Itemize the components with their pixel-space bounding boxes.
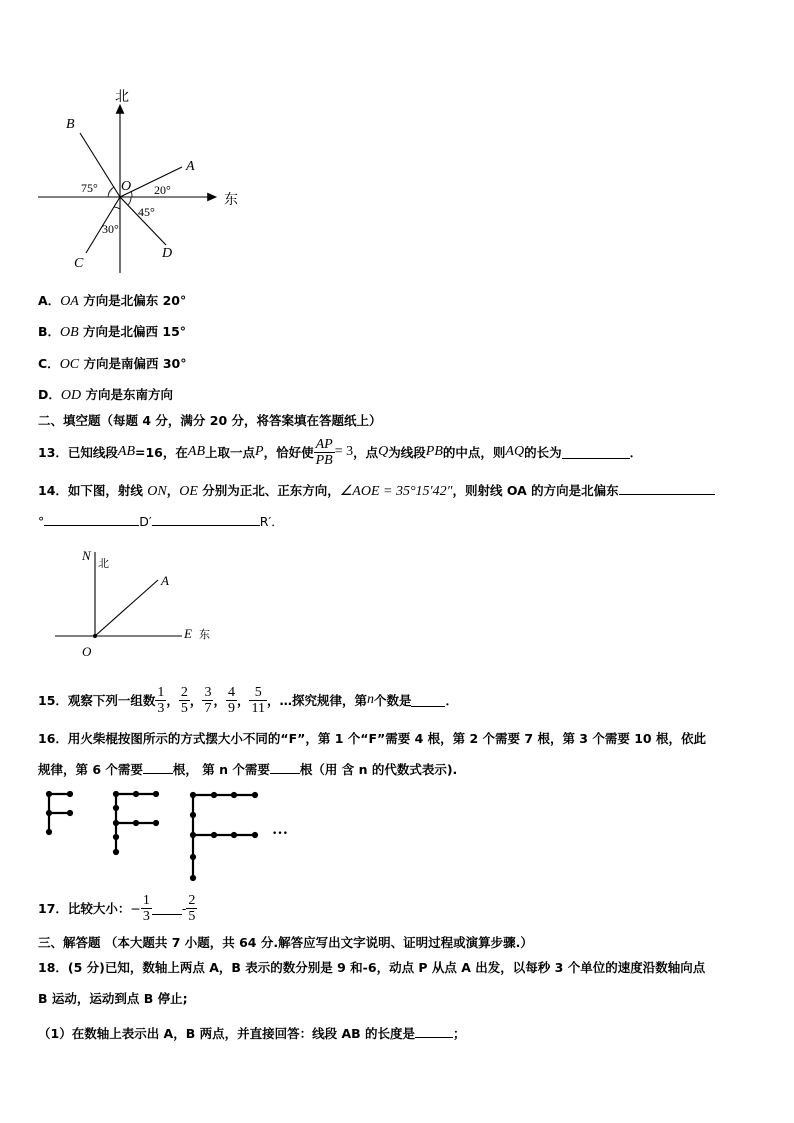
label-c: C	[74, 256, 84, 271]
answer-blank-6th[interactable]	[143, 761, 173, 774]
option-letter: C．	[38, 356, 60, 371]
q16-text: 根（用 含 n 的代数式表示).	[299, 762, 458, 777]
fraction-denominator: PB	[315, 452, 333, 468]
section-heading-solve: 三、解答题 （本大题共 7 小题，共 64 分.解答应写出文字说明、证明过程或演算步骤.）	[38, 935, 533, 950]
answer-blank-degrees[interactable]	[619, 482, 715, 495]
numerator: 2	[180, 684, 188, 700]
ellipsis: …	[272, 821, 288, 838]
q13-text: 13．已知线段	[38, 445, 118, 460]
q13-var: AQ	[505, 444, 525, 459]
q13-text: 的中点，则	[442, 445, 506, 460]
question-13	[38, 432, 642, 472]
fraction-1	[155, 685, 166, 716]
segment-name: OC	[59, 357, 80, 372]
fraction-3	[202, 685, 213, 716]
label-a: A	[161, 573, 169, 588]
q13-eq: = 3	[334, 444, 354, 459]
q13-text: 为线段	[388, 445, 426, 460]
numerator: 1	[142, 892, 150, 908]
q14-text: 分别为正北、正东方向，	[197, 483, 340, 498]
option-d	[38, 385, 173, 404]
angle-arc-75	[108, 187, 114, 197]
answer-blank[interactable]	[562, 446, 630, 459]
label-a: A	[186, 159, 195, 174]
denominator: 3	[142, 908, 150, 924]
question-17	[38, 888, 197, 928]
minute-symbol: D′	[139, 514, 152, 529]
angle-30: 30°	[102, 222, 119, 236]
q13-text: 上取一点	[205, 445, 256, 460]
f-shape-1	[47, 792, 72, 834]
fraction-4	[226, 685, 237, 716]
q13-text: ，恰好使	[263, 445, 314, 460]
q13-var: P	[255, 444, 264, 459]
label-e: E	[184, 626, 192, 641]
q13-text: ．	[629, 445, 643, 460]
answer-blank-seconds[interactable]	[152, 513, 260, 526]
segment-name: OD	[60, 388, 82, 403]
question-18-line1: 18．(5 分)已知，数轴上两点 A，B 表示的数分别是 9 和-6，动点 P 从点 A 出发，以每秒 3 个单位的速度沿数轴向点	[38, 960, 706, 975]
segment-name: OB	[60, 325, 79, 340]
q15-text: 15．观察下列一组数	[38, 693, 156, 708]
minus-sign: −	[130, 900, 141, 916]
q14-var: ON	[147, 484, 167, 499]
denominator: 7	[204, 700, 212, 716]
question-18-sub1	[38, 1024, 466, 1042]
separator: ，	[236, 693, 250, 708]
separator: ，	[189, 693, 203, 708]
north-label: 北	[115, 90, 129, 105]
option-letter: B．	[38, 324, 61, 339]
east-label: 东	[224, 193, 238, 208]
q15-text: ，…探究规律，第	[266, 693, 367, 708]
fraction-numerator: AP	[315, 436, 333, 452]
fraction-neg-1-3	[141, 893, 152, 924]
answer-blank[interactable]	[415, 1025, 453, 1038]
option-text: 方向是东南方向	[81, 387, 173, 402]
f-shape-2	[114, 792, 158, 854]
denominator: 5	[188, 908, 196, 924]
separator: ，	[213, 693, 226, 708]
question-15	[38, 680, 458, 720]
label-east: 东	[199, 629, 210, 641]
q13-var: AB	[187, 444, 205, 459]
second-symbol: R′．	[259, 514, 284, 529]
angle-20: 20°	[154, 183, 171, 197]
q14-text: ，	[166, 483, 180, 498]
numerator: 3	[204, 684, 212, 700]
q14-var: OE	[179, 484, 198, 499]
q18-sub1-text: ；	[453, 1026, 466, 1041]
option-a	[38, 291, 186, 310]
angle-arc-45	[128, 197, 131, 205]
angle-expression: ∠AOE = 35°15′42″	[339, 484, 453, 499]
fraction-2	[179, 685, 190, 716]
q15-text: ．	[445, 693, 458, 708]
numerator: 2	[188, 892, 196, 908]
q14-text: ，则射线 OA 的方向是北偏东	[452, 483, 619, 498]
answer-blank[interactable]	[411, 694, 445, 707]
question-14	[38, 481, 715, 500]
compass-figure	[30, 85, 250, 280]
origin-point	[93, 634, 97, 638]
option-c	[38, 354, 187, 373]
label-d: D	[162, 246, 173, 261]
option-letter: D．	[38, 387, 61, 402]
q16-text: 规律，第 6 个需要	[38, 762, 143, 777]
question-18-line2: B 运动，运动到点 B 停止;	[38, 991, 188, 1006]
answer-blank-nth[interactable]	[270, 761, 300, 774]
angle-arc-20	[131, 191, 132, 197]
numerator: 5	[249, 685, 266, 701]
numerator: 4	[227, 684, 235, 700]
option-b	[38, 322, 186, 341]
question-16-line1: 16．用火柴棍按图所示的方式摆大小不同的“F”，第 1 个“F”需要 4 根，第 2 个需要 7 根，第 3 个需要 10 根，依此	[38, 731, 706, 746]
label-n: N	[82, 548, 91, 563]
answer-blank-minutes[interactable]	[44, 513, 139, 526]
fraction-neg-2-5	[186, 893, 197, 924]
numerator: 1	[157, 684, 165, 700]
ray-oa	[95, 580, 158, 636]
answer-blank[interactable]	[152, 902, 182, 915]
question-14-line2	[38, 512, 284, 530]
q15-var: n	[366, 692, 374, 707]
label-b: B	[66, 117, 75, 132]
matchstick-f-figure	[40, 785, 310, 885]
option-text: 方向是南偏西 30°	[79, 356, 187, 371]
separator: ，	[166, 693, 179, 708]
degree-symbol: °	[38, 514, 45, 529]
denominator: 3	[157, 700, 165, 716]
option-text: 方向是北偏西 15°	[78, 324, 187, 339]
label-o: O	[82, 644, 92, 659]
q14-text: 14．如下图，射线	[38, 483, 148, 498]
q16-text: 根， 第 n 个需要	[172, 762, 270, 777]
q15-text: 个数是	[373, 693, 412, 708]
angle-arc-30	[114, 207, 120, 209]
question-16-line2	[38, 760, 457, 778]
angle-75: 75°	[81, 181, 98, 195]
option-text: 方向是北偏东 20°	[78, 293, 187, 308]
q13-var: Q	[378, 444, 389, 459]
denominator: 11	[251, 700, 265, 716]
angle-45: 45°	[138, 205, 155, 219]
label-north: 北	[98, 558, 109, 570]
option-letter: A．	[38, 293, 61, 308]
q13-text: 的长为	[524, 445, 562, 460]
segment-name: OA	[60, 294, 79, 309]
section-heading-fill-blank: 二、填空题（每题 4 分，满分 20 分，将答案填在答题纸上）	[38, 413, 382, 428]
denominator: 5	[180, 700, 188, 716]
ratio-fraction	[314, 437, 335, 468]
f-shape-3	[191, 793, 257, 880]
q17-text: 17．比较大小：	[38, 901, 131, 916]
ray-figure	[50, 540, 230, 670]
label-o: O	[121, 179, 132, 194]
fraction-5	[249, 685, 266, 716]
q13-text: =16，在	[135, 445, 188, 460]
q13-var: PB	[425, 444, 443, 459]
q18-sub1-text: （1）在数轴上表示出 A，B 两点，并直接回答：线段 AB 的长度是	[38, 1026, 416, 1041]
q13-var: AB	[117, 444, 136, 459]
denominator: 9	[227, 700, 235, 716]
minus-sign: -	[181, 900, 187, 916]
q13-text: ，点	[353, 445, 379, 460]
